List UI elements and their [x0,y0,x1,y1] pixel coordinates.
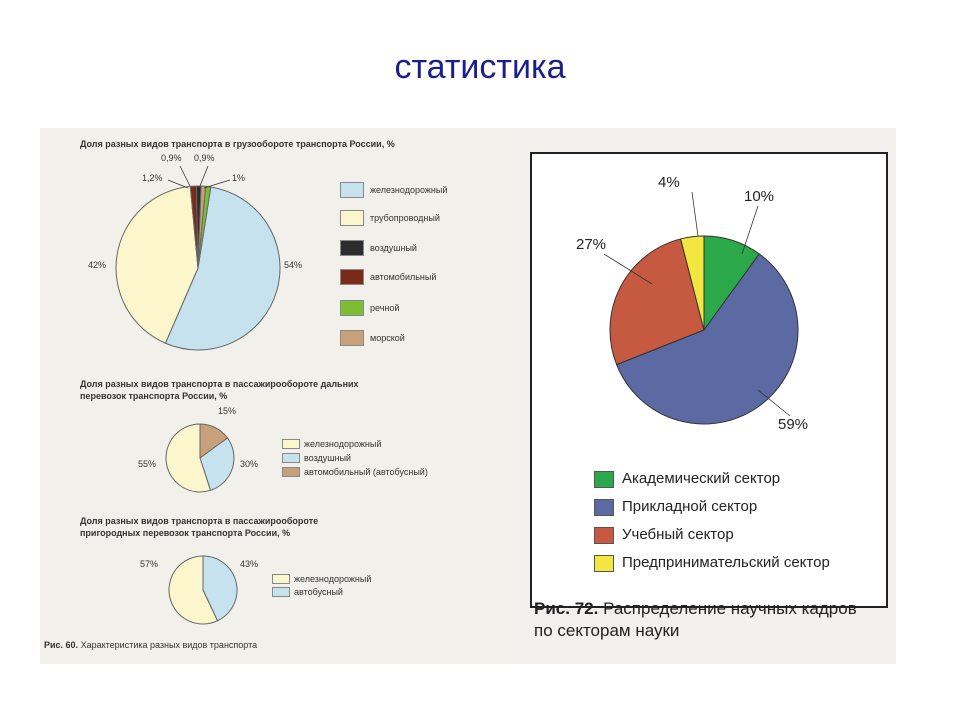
pie4-label-business: 4% [658,174,680,191]
figure72-caption [534,598,874,642]
figure60-text: Характеристика разных видов транспорта [80,640,258,650]
legend-swatch-rail [340,182,364,198]
legend-swatch-auto [340,269,364,285]
freight-pie [40,128,512,388]
pie2-label-auto: 15% [218,406,237,416]
legend-swatch-sea [340,330,364,346]
legend3-swatch-rail [272,574,290,584]
legend4-business: Предпринимательский сектор [622,554,830,571]
transport-figure-panel [40,128,512,664]
legend4-academic: Академический сектор [622,470,781,487]
pie3-label-rail: 57% [140,559,159,569]
legend-auto: автомобильный [370,272,437,282]
pie2-title: Доля разных видов транспорта в пассажирообороте дальних перевозок транспорта России, % [80,379,359,401]
pie1-leader-river [204,180,230,188]
legend2-swatch-rail [282,439,300,449]
science-chart-frame [530,152,888,608]
pie3-label-bus: 43% [240,559,259,569]
pie1-leader-sea [200,166,208,186]
legend4-swatch-business [594,555,614,572]
legend-swatch-air [340,240,364,256]
legend-sea: морской [370,333,405,343]
pie4-label-applied: 59% [778,416,809,433]
legend-pipeline: трубопроводный [370,213,440,223]
science-figure-panel [512,128,896,664]
figure72-label: Рис. 72. [534,599,599,618]
legend-air: воздушный [370,243,417,253]
pie4-leader-academic [742,206,758,254]
pie1-label-pipeline: 42% [88,260,107,270]
legend4-swatch-academic [594,471,614,488]
figure60-caption [44,640,257,650]
pie1-label-air: 0,9% [161,153,182,163]
pie4-leader-business [692,192,698,236]
pie1-label-sea: 0,9% [194,153,215,163]
legend2-auto: автомобильный (автобусный) [304,467,428,477]
legend2-rail: железнодорожный [304,439,382,449]
pie3-title: Доля разных видов транспорта в пассажирообороте пригородных перевозок транспорта России, % [80,516,319,538]
legend4-swatch-educational [594,527,614,544]
figure72-text: Распределение научных кадров по секторам науки [534,599,857,640]
pie1-title: Доля разных видов транспорта в грузообороте транспорта России, % [80,139,395,149]
pie2-label-air: 30% [240,459,259,469]
legend-swatch-pipeline [340,210,364,226]
legend3-swatch-bus [272,587,290,597]
legend2-air: воздушный [304,453,351,463]
legend2-swatch-air [282,453,300,463]
legend4-applied: Прикладной сектор [622,498,758,515]
pie4-label-academic: 10% [744,188,775,205]
legend3-bus: автобусный [294,587,343,597]
pie1-leader-air [180,166,190,186]
legend-river: речной [370,303,400,313]
pie2-label-rail: 55% [138,459,157,469]
legend2-swatch-auto [282,467,300,477]
legend3-rail: железнодорожный [294,574,372,584]
legend-swatch-river [340,300,364,316]
figure60-label: Рис. 60. [44,640,79,650]
long-distance-pie [40,398,512,518]
legend4-swatch-applied [594,499,614,516]
pie1-label-rail: 54% [284,260,303,270]
pie1-leader-auto [168,180,188,188]
pie1-label-auto: 1,2% [142,173,163,183]
slide-title: статистика [394,48,566,86]
pie1-label-river: 1% [232,173,246,183]
pie4-label-educational: 27% [576,236,607,253]
legend4-educational: Учебный сектор [622,526,734,543]
legend-rail: железнодорожный [370,185,448,195]
